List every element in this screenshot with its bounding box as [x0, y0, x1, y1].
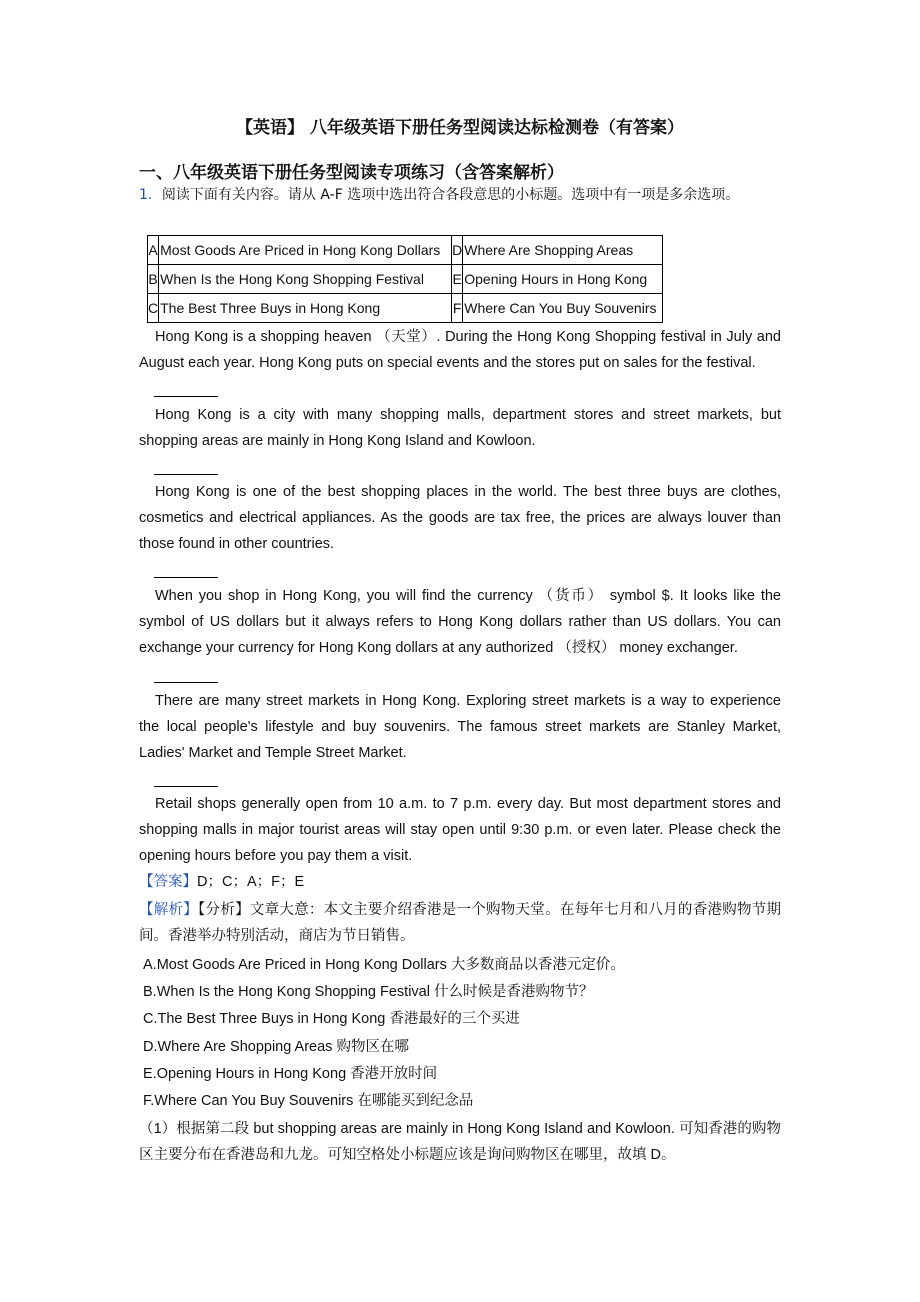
analysis-item-f: F.Where Can You Buy Souvenirs 在哪能买到纪念品 — [143, 1093, 474, 1109]
answer-text: D；C；A；F；E — [197, 874, 305, 890]
passage-paragraph-1: Hong Kong is a shopping heaven （天堂）. During the Hong Kong Shopping festival in July and August each year. Hong Kong puts on special events and the stores put on sales for the festival. — [139, 329, 781, 371]
option-text: When Is the Hong Kong Shopping Festival — [159, 265, 452, 294]
answer-blank-4 — [154, 682, 218, 683]
options-row — [148, 236, 663, 265]
option-letter: A — [148, 236, 159, 265]
answer-tag: 【答案】 — [139, 874, 197, 890]
answer-blank-1 — [154, 396, 218, 397]
options-row — [148, 265, 663, 294]
options-row — [148, 294, 663, 323]
option-text: Opening Hours in Hong Kong — [463, 265, 663, 294]
question-text: 阅读下面有关内容。请从 A-F 选项中选出符合各段意思的小标题。选项中有一项是多余选项。 — [161, 187, 740, 203]
section-heading: 一、八年级英语下册任务型阅读专项练习（含答案解析） — [139, 163, 564, 183]
question-number: 1． — [139, 187, 162, 203]
page-title: 【英语】 八年级英语下册任务型阅读达标检测卷（有答案） — [236, 118, 684, 138]
analysis-summary — [139, 897, 781, 949]
analysis-item-b: B.When Is the Hong Kong Shopping Festival 什么时候是香港购物节？ — [143, 984, 594, 1000]
option-letter: F — [452, 294, 463, 323]
answer-line — [139, 869, 781, 895]
option-letter: E — [452, 265, 463, 294]
option-text: The Best Three Buys in Hong Kong — [159, 294, 452, 323]
option-letter: B — [148, 265, 159, 294]
analysis-item-e: E.Opening Hours in Hong Kong 香港开放时间 — [143, 1066, 438, 1082]
passage-paragraph-3: Hong Kong is one of the best shopping places in the world. The best three buys are clothes, cosmetics and electrical appliances. As the goods are tax free, the prices are always louver than those found in other countries. — [139, 484, 781, 552]
options-table — [147, 235, 663, 323]
answer-blank-5 — [154, 786, 218, 787]
passage-paragraph-2: Hong Kong is a city with many shopping malls, department stores and street markets, but shopping areas are mainly in Hong Kong Island and Kowloon. — [139, 407, 781, 449]
passage-paragraph-6: Retail shops generally open from 10 a.m. to 7 p.m. every day. But most department stores and shopping malls in major tourist areas will stay open until 9:30 p.m. or even later. Please check the opening hours before you pay them a visit. — [139, 796, 781, 864]
passage-paragraph-4: When you shop in Hong Kong, you will find the currency （货币） symbol $. It looks like the symbol of US dollars but it always refers to Hong Kong dollars rather than US dollars. You can exchange your currency for Hong Kong dollars at any authorized （授权） money exchanger. — [139, 588, 781, 656]
analysis-note-1: （1）根据第二段 but shopping areas are mainly in Hong Kong Island and Kowloon. 可知香港的购物区主要分布在香港岛和九龙。可知空格处小标题应该是询问购物区在哪里，故填 D。 — [139, 1121, 781, 1163]
answer-blank-3 — [154, 577, 218, 578]
option-text: Where Are Shopping Areas — [463, 236, 663, 265]
option-letter: D — [452, 236, 463, 265]
answer-blank-2 — [154, 474, 218, 475]
analysis-item-d: D.Where Are Shopping Areas 购物区在哪 — [143, 1039, 409, 1055]
analysis-item-a: A.Most Goods Are Priced in Hong Kong Dollars 大多数商品以香港元定价。 — [143, 957, 625, 973]
option-text: Where Can You Buy Souvenirs — [463, 294, 663, 323]
option-letter: C — [148, 294, 159, 323]
analysis-text: 【分析】文章大意：本文主要介绍香港是一个购物天堂。在每年七月和八月的香港购物节期间。香港举办特别活动，商店为节日销售。 — [139, 902, 781, 944]
analysis-tag: 【解析】 — [139, 902, 199, 918]
passage-paragraph-5: There are many street markets in Hong Kong. Exploring street markets is a way to experience the local people's lifestyle and buy souvenirs. The famous street markets are Stanley Market, Ladies' Market and Temple Street Market. — [139, 693, 781, 761]
analysis-item-c: C.The Best Three Buys in Hong Kong 香港最好的三个买进 — [143, 1011, 520, 1027]
question-instruction — [139, 182, 781, 208]
option-text: Most Goods Are Priced in Hong Kong Dollars — [159, 236, 452, 265]
